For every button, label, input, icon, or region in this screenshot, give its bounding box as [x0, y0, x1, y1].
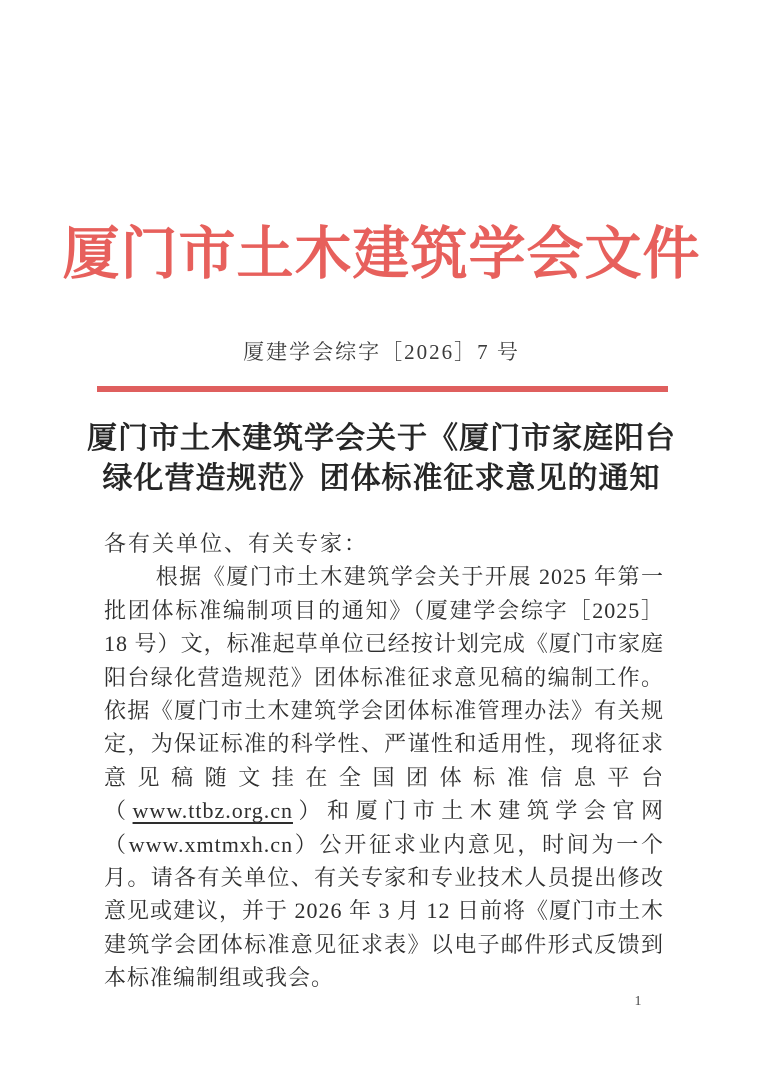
document-body — [104, 527, 664, 995]
document-title-line-2: 绿化营造规范》团体标准征求意见的通知 — [102, 462, 661, 495]
document-title — [50, 419, 713, 499]
salutation: 各有关单位、有关专家： — [104, 531, 369, 556]
document-reference-number: 厦建学会综字［2026］7 号 — [243, 340, 520, 364]
paragraph-text-before-url: 根据《厦门市土木建筑学会关于开展 2025 年第一批团体标准编制项目的通知》（厦建学会综字［2025］18 号）文，标准起草单位已经按计划完成《厦门市家庭阳台绿化营造规范》团体标准征求意见稿的编制工作。依据《厦门市土木建筑学会团体标准管理办法》有关规定，为保证标准的科学性、严谨性和适用性，现将征求意见稿随文挂在全国团体标准信息平台（ — [104, 564, 664, 824]
document-title-line-1: 厦门市土木建筑学会关于《厦门市家庭阳台 — [87, 422, 676, 455]
standards-platform-url: www.ttbz.org.cn — [132, 798, 293, 824]
page-number: 1 — [634, 994, 642, 1009]
body-paragraph — [104, 560, 664, 994]
paragraph-text-after-url: ）和厦门市土木建筑学会官网（www.xmtmxh.cn）公开征求业内意见，时间为一个月。请各有关单位、有关专家和专业技术人员提出修改意见或建议，并于 2026 年 3 月 12 日前将《厦门市土木建筑学会团体标准意见征求表》以电子邮件形式反馈到本标准编制组或我会。 — [104, 798, 665, 991]
red-divider-rule — [97, 386, 668, 392]
document-letterhead: 厦门市土木建筑学会文件 — [62, 223, 701, 286]
